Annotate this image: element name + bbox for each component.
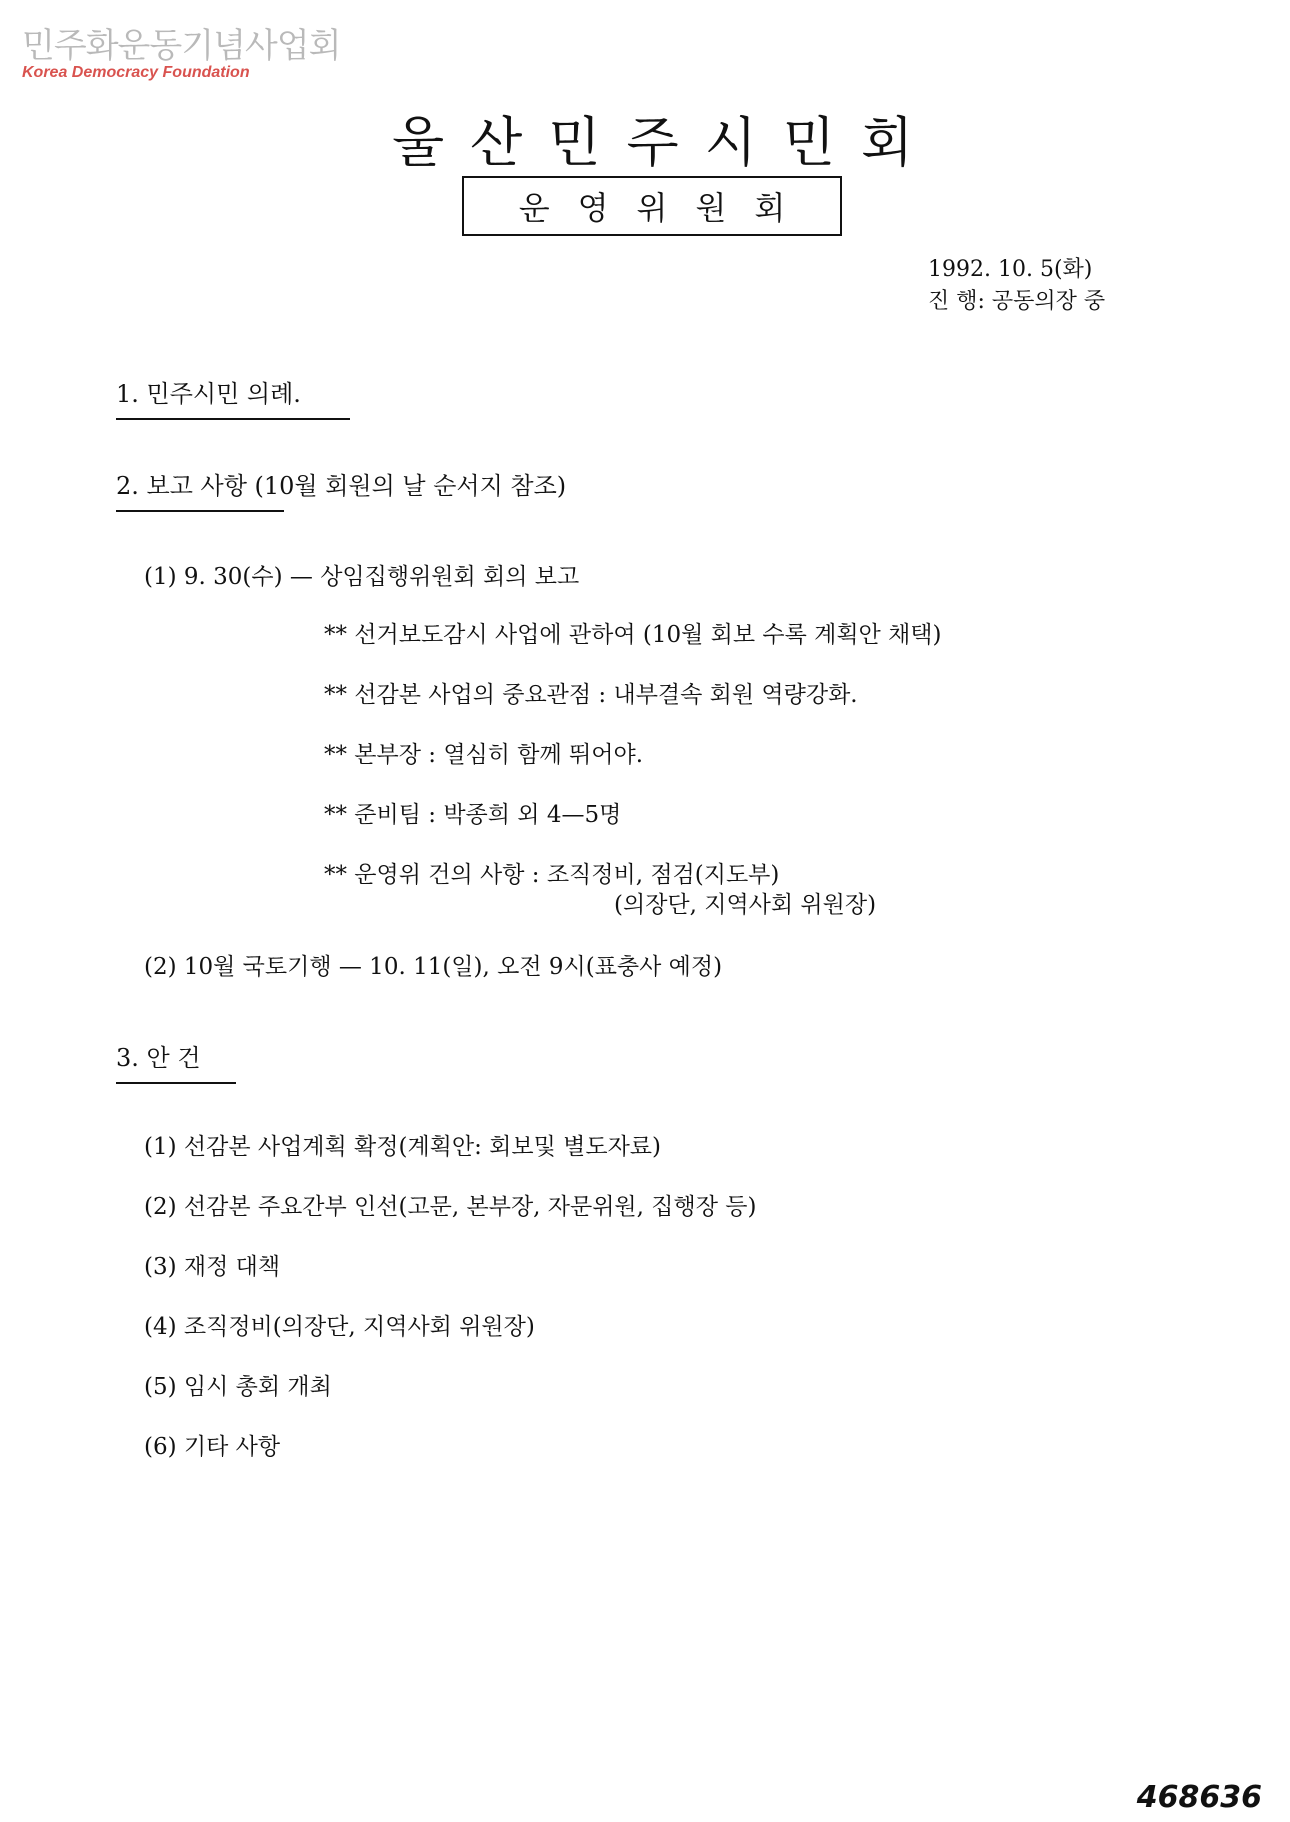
document-subtitle: 운영위원회 xyxy=(518,189,814,227)
section-underline-3 xyxy=(116,1082,236,1084)
section-heading-3: 3. 안 건 xyxy=(116,1044,201,1072)
agenda-item: (5) 임시 총회 개최 xyxy=(144,1374,332,1400)
report-item-2: (2) 10월 국토기행 — 10. 11(일), 오전 9시(표충사 예정) xyxy=(144,954,723,980)
report-note-3: ** 본부장 : 열심히 함께 뛰어야. xyxy=(324,742,644,768)
agenda-item: (2) 선감본 주요간부 인선(고문, 본부장, 자문위원, 집행장 등) xyxy=(144,1194,757,1220)
agenda-item: (3) 재정 대책 xyxy=(144,1254,281,1280)
agenda-item: (1) 선감본 사업계획 확정(계획안: 회보및 별도자료) xyxy=(144,1134,661,1160)
report-note-5-continuation: (의장단, 지역사회 위원장) xyxy=(614,892,877,918)
report-note-1: ** 선거보도감시 사업에 관하여 (10월 회보 수록 계획안 채택) xyxy=(324,622,942,648)
report-note-5: ** 운영위 건의 사항 : 조직정비, 점검(지도부) xyxy=(324,862,780,888)
section-heading-1: 1. 민주시민 의례. xyxy=(116,380,301,408)
report-item-1: (1) 9. 30(수) — 상임집행위원회 회의 보고 xyxy=(144,564,580,590)
section-heading-2: 2. 보고 사항 (10월 회원의 날 순서지 참조) xyxy=(116,472,567,500)
agenda-item: (4) 조직정비(의장단, 지역사회 위원장) xyxy=(144,1314,535,1340)
watermark-english: Korea Democracy Foundation xyxy=(22,64,250,81)
report-note-2: ** 선감본 사업의 중요관점 : 내부결속 회원 역량강화. xyxy=(324,682,858,708)
archive-number: 468636 xyxy=(1136,1780,1262,1815)
document-chair: 진 행: 공동의장 중 xyxy=(928,289,1106,314)
agenda-item: (6) 기타 사항 xyxy=(144,1434,281,1460)
section-underline-2 xyxy=(116,510,284,512)
document-date: 1992. 10. 5(화) xyxy=(928,257,1093,282)
report-note-4: ** 준비팀 : 박종희 외 4—5명 xyxy=(324,802,622,828)
section-underline-1 xyxy=(116,418,350,420)
document-title: 울산민주시민회 xyxy=(392,111,940,174)
watermark-korean: 민주화운동기념사업회 xyxy=(22,26,341,66)
subtitle-box xyxy=(462,176,842,236)
